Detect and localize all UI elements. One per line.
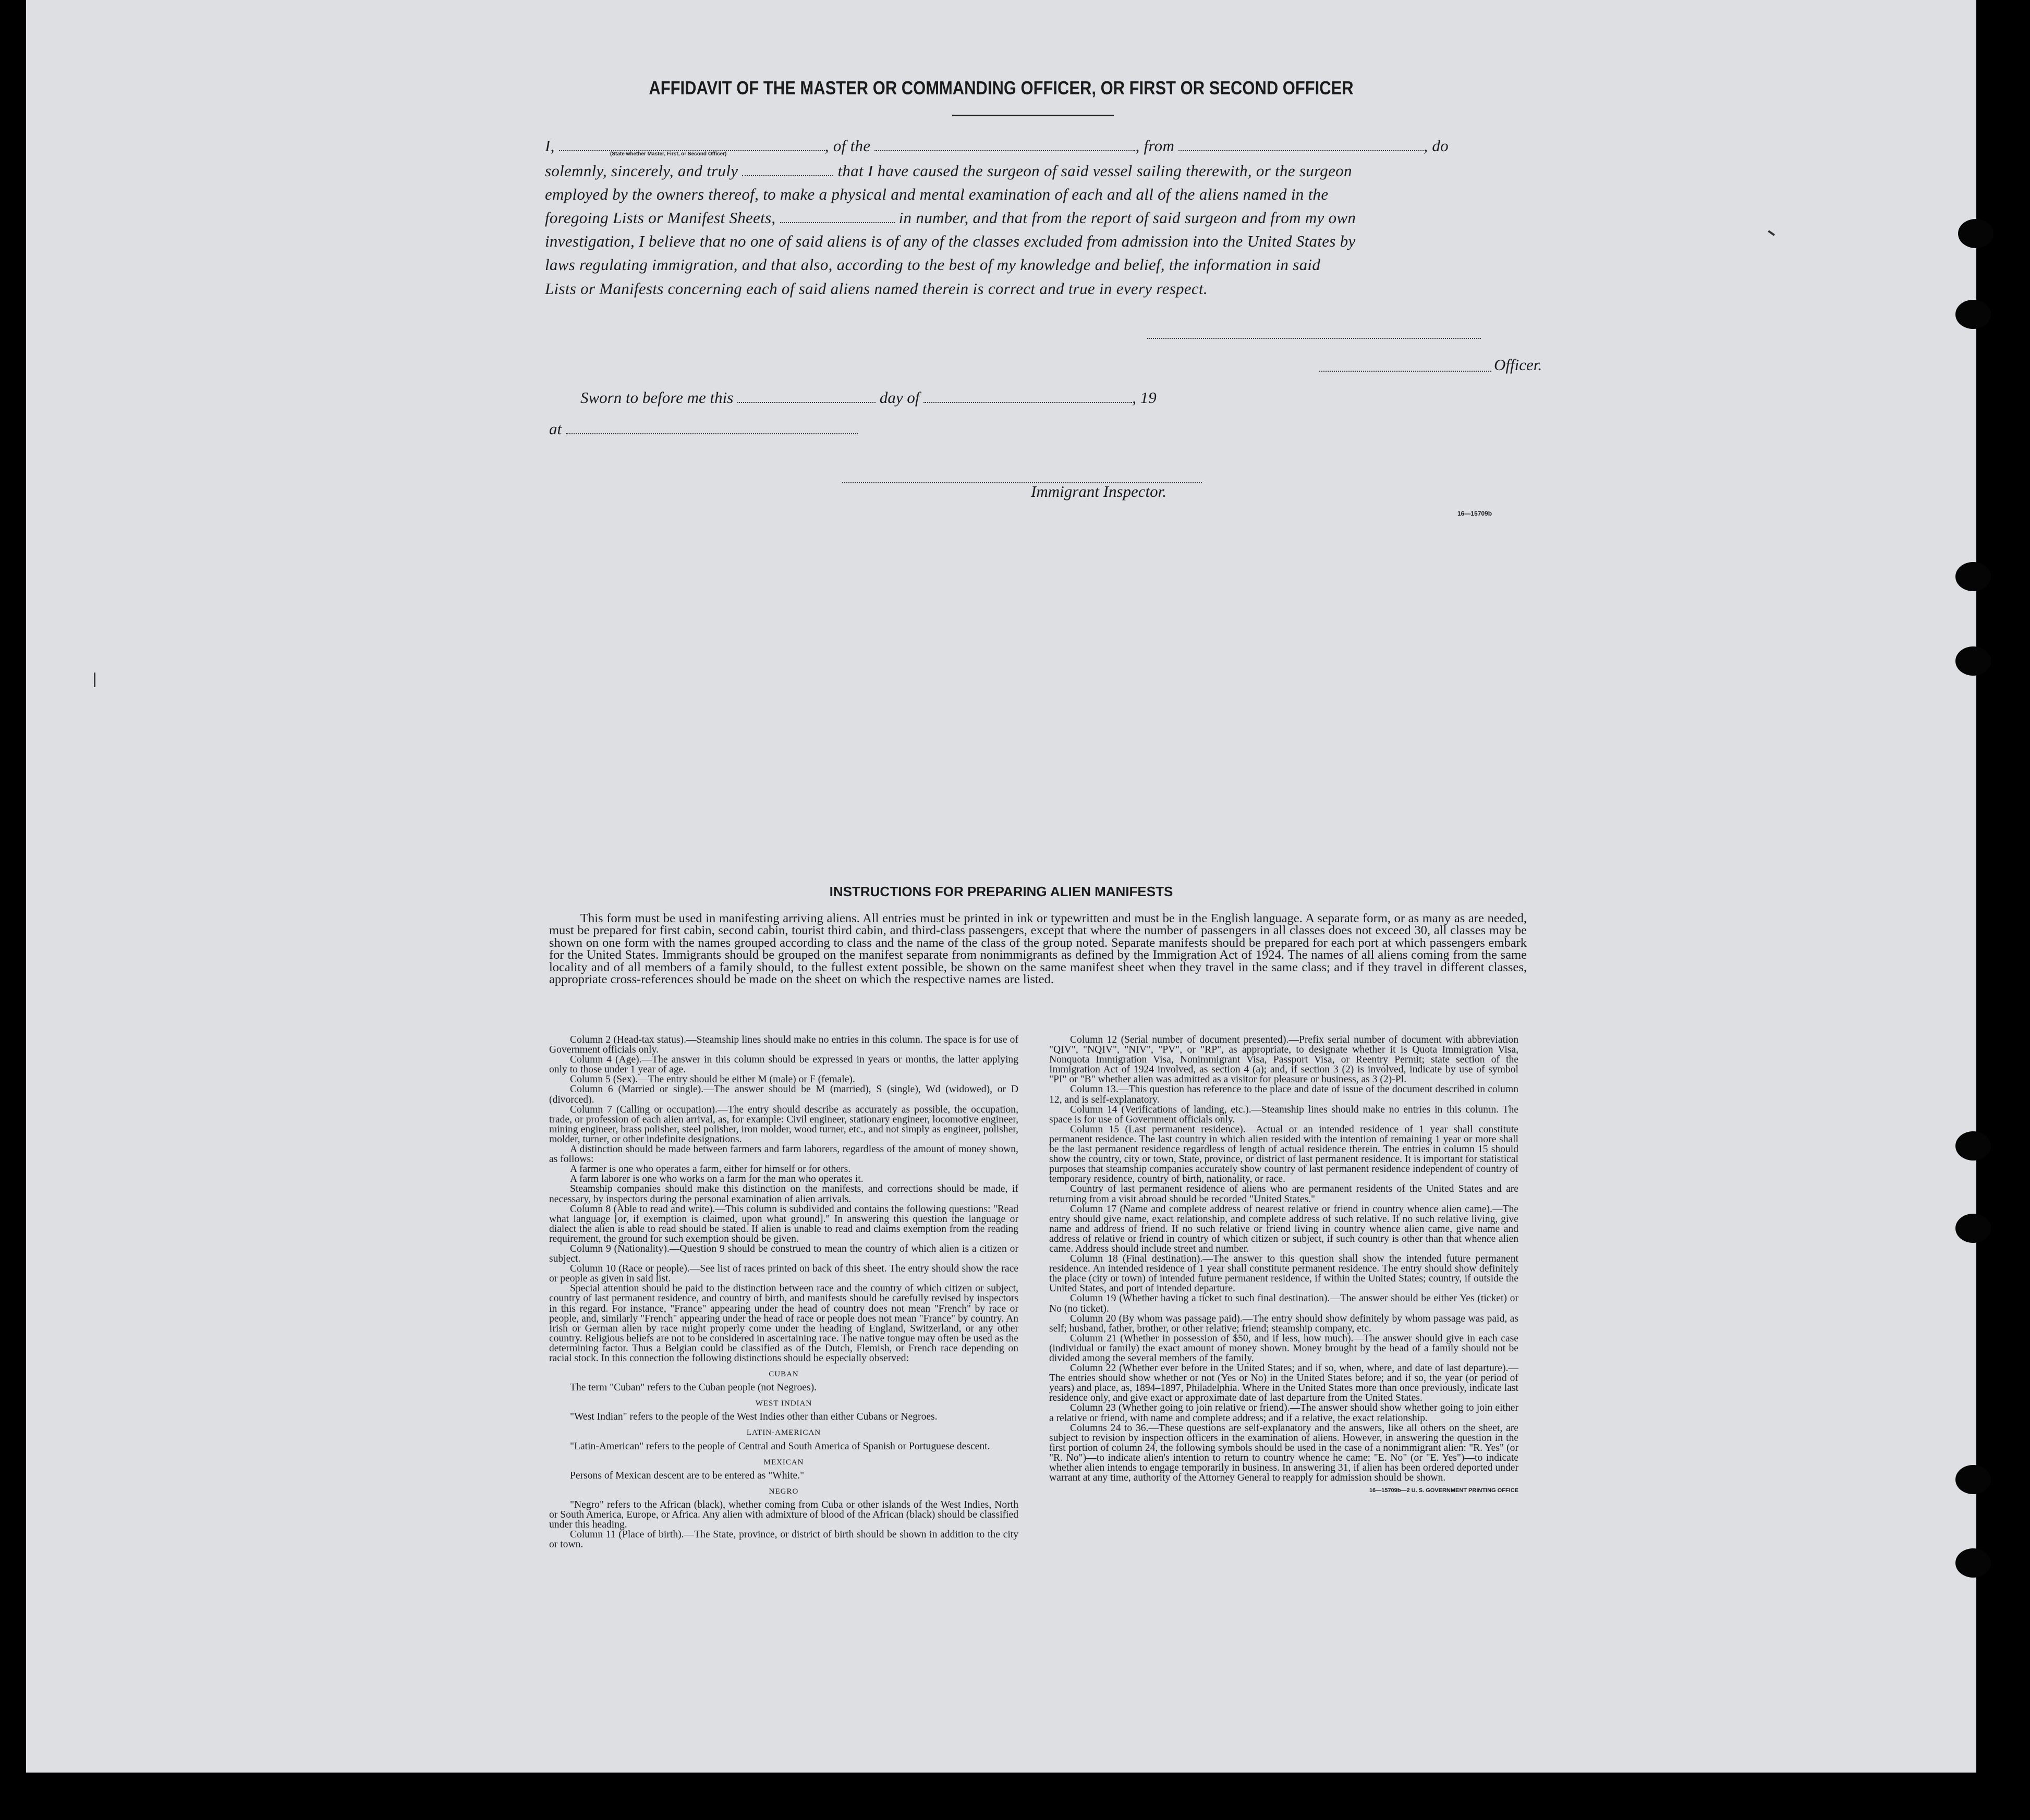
heading-negro: NEGRO <box>769 1487 799 1496</box>
port-from-blank[interactable] <box>1178 139 1424 151</box>
column-9-note: Column 9 (Nationality).—Question 9 should be construed to mean the country of which alien is a citizen or subject. <box>549 1243 1018 1265</box>
officer-signature-line[interactable] <box>1147 338 1481 339</box>
document-page <box>26 0 1976 1773</box>
race-country-note: Special attention should be paid to the distinction between race and the country of which citizen or subject, country of last permanent residence, and country of birth, and manifests should be carefully revised by inspectors in this regard. For instance, "France" appearing under the head of country does not mean "French" by race or people, and, similarly "French" appearing under the head of race or people does not mean "France" by country. An Irish or German alien by race might properly come under the heading of England, Switzerland, or any other country. Religious beliefs are not to be considered in ascertaining race. The native tongue may often be used as the determining factor. Thus a Belgian could be classified as of the Dutch, Flemish, or French race depending on racial stock. In this connection the following distinctions should be especially observed: <box>549 1283 1018 1364</box>
affidavit-line-1: I, , of the , from , do <box>545 137 1449 155</box>
column-7-note: Column 7 (Calling or occupation).—The entry should describe as accurately as possible, the occupation, trade, or profession of each alien arrival, as, for example: Civil engineer, stationary engineer, locomotive engineer, mining engineer, brass polisher, steel polisher, iron molder, wood turner, etc., and not simply as engineer, polisher, molder, turner, or other indefinite designations. <box>549 1104 1018 1145</box>
column-2-note: Column 2 (Head-tax status).—Steamship lines should make no entries in this column. The space is for use of Government officials only. <box>549 1034 1018 1056</box>
column-12-note: Column 12 (Serial number of document presented).—Prefix serial number of document with abbreviation "QIV", "NQIV", "NIV", "PV", or "RP", as appropriate, to designate whether it is Quota Immigration Visa, Nonquota Immigration Visa, Nonimmigrant Visa, Passport Visa, or Reentry Permit; state section of the Immigration Act of 1924 involved, as section 4 (a); and, if section 3 (2) is involved, indicate by use of symbol "PI" or "B" whether alien was admitted as a visitor for pleasure or business, as 3 (2)-Pl. <box>1049 1034 1518 1085</box>
farmer-distinction: A distinction should be made between farmers and farm laborers, regardless of the amount of money shown, as follows: <box>549 1144 1018 1165</box>
punch-hole <box>1955 1548 1991 1578</box>
latin-american-definition: "Latin-American" refers to the people of Central and South America of Spanish or Portuguese descent. <box>570 1440 990 1452</box>
sworn-place-blank[interactable] <box>566 422 858 434</box>
rank-instruction-note: (State whether Master, First, or Second Officer) <box>610 151 727 157</box>
officer-label: Officer. <box>1494 356 1542 374</box>
heading-latin-american: LATIN-AMERICAN <box>746 1428 821 1437</box>
column-17-note: Column 17 (Name and complete address of nearest relative or friend in country whence alien came).—The entry should give name, exact relationship, and complete address of such relative. If no such relative living, give name and address of friend. If no such relative or friend living in country whence alien came, give name and address of relative or friend in country of which citizen or subject, if such country is other than that whence alien came. Address should include street and number. <box>1049 1203 1518 1254</box>
sworn-text: Sworn to before me this day of , 19 <box>580 388 1157 407</box>
affidavit-title: AFFIDAVIT OF THE MASTER OR COMMANDING OFFICER, OR FIRST OR SECOND OFFICER <box>649 77 1354 99</box>
form-number: 16—15709b <box>1457 510 1492 517</box>
heading-mexican: MEXICAN <box>763 1458 804 1467</box>
instructions-title: INSTRUCTIONS FOR PREPARING ALIEN MANIFESTS <box>829 884 1173 899</box>
affidavit-line-5: investigation, I believe that no one of said aliens is of any of the classes excluded from admission into the United States by <box>545 232 1356 250</box>
affidavit-line-4: foregoing Lists or Manifest Sheets, in number, and that from the report of said surgeon and from my own <box>545 209 1356 227</box>
column-15-note: Column 15 (Last permanent residence).—Actual or an intended residence of 1 year shall constitute permanent residence. The last country in which alien resided with the intention of remaining 1 year or more shall be the last permanent residence regardless of length of actual residence therein. The entries in column 15 should show the country, city or town, State, province, or district of last permanent residence. It is important for statistical purposes that steamship companies accurately show country of last permanent residence independent of country of temporary residence, country of birth, nationality, or race. <box>1049 1123 1518 1185</box>
affidavit-line-2: solemnly, sincerely, and truly that I have caused the surgeon of said vessel sailing therewith, or the surgeon <box>545 162 1352 180</box>
punch-hole <box>1955 646 1991 676</box>
swear-affirm-blank[interactable] <box>742 164 833 176</box>
column-11-note: Column 11 (Place of birth).—The State, province, or district of birth should be shown in addition to the city or town. <box>549 1529 1018 1550</box>
column-5-note: Column 5 (Sex).—The entry should be either M (male) or F (female). <box>570 1074 855 1085</box>
sheet-count-blank[interactable] <box>780 211 895 223</box>
punch-hole <box>1955 562 1991 591</box>
scan-speck <box>1768 230 1775 236</box>
column-13-note: Column 13.—This question has reference to the place and date of issue of the document described in column 12, and is self-explanatory. <box>1049 1084 1518 1105</box>
steamship-distinction: Steamship companies should make this distinction on the manifests, and corrections should be made, if necessary, by inspectors during the personal examination of alien arrivals. <box>549 1183 1018 1205</box>
column-14-note: Column 14 (Verifications of landing, etc.).—Steamship lines should make no entries in this column. The space is for use of Government officials only. <box>1049 1104 1518 1125</box>
heading-west-indian: WEST INDIAN <box>755 1399 812 1408</box>
column-10-note: Column 10 (Race or people).—See list of races printed on back of this sheet. The entry should show the race or people as given in said list. <box>549 1263 1018 1285</box>
column-8-note: Column 8 (Able to read and write).—This column is subdivided and contains the following questions: "Read what language [or, if exemption is claimed, upon what ground]." In answering this question the language or dialect the alien is able to read should be stated. If alien is unable to read and claims exemption from the reading requirement, the ground for such exemption should be given. <box>549 1203 1018 1244</box>
heading-cuban: CUBAN <box>769 1370 799 1379</box>
column-4-note: Column 4 (Age).—The answer in this column should be expressed in years or months, the latter applying only to those under 1 year of age. <box>549 1054 1018 1076</box>
sworn-place: at <box>549 420 858 438</box>
scan-speck <box>94 673 95 687</box>
column-19-note: Column 19 (Whether having a ticket to such final destination).—The answer should be either Yes (ticket) or No (no ticket). <box>1049 1293 1518 1314</box>
sworn-month-blank[interactable] <box>923 390 1132 403</box>
instructions-right-column <box>1049 1035 1518 1496</box>
instructions-left-column <box>549 1035 1018 1549</box>
negro-definition: "Negro" refers to the African (black), whether coming from Cuba or other islands of the West Indies, North or South America, Europe, or Africa. Any alien with admixture of blood of the African (black) should be classified under this heading. <box>549 1499 1018 1531</box>
mexican-definition: Persons of Mexican descent are to be entered as "White." <box>570 1470 805 1481</box>
column-20-note: Column 20 (By whom was passage paid).—The entry should show definitely by whom passage was paid, as self; husband, father, brother, or other relative; friend; steamship company, etc. <box>1049 1313 1518 1334</box>
punch-hole <box>1955 1465 1991 1494</box>
punch-hole <box>1955 1131 1991 1161</box>
punch-hole <box>1955 300 1991 329</box>
cuban-definition: The term "Cuban" refers to the Cuban people (not Negroes). <box>570 1382 817 1394</box>
column-22-note: Column 22 (Whether ever before in the United States; and if so, when, where, and date of last departure).—The entries should show whether or not (Yes or No) in the United States before; and if so, the year (or period of years) and place, as, 1894–1897, Philadelphia. Where in the United States more than once previously, indicate last residence only, and give exact or approximate date of last departure from the United States. <box>1049 1363 1518 1404</box>
instructions-intro: This form must be used in manifesting arriving aliens. All entries must be printed in ink or typewritten and must be in the English language. A separate form, or as many as are needed, must be prepared for first cabin, second cabin, tourist third cabin, and third-class passengers, except that where the number of passengers in all classes does not exceed 30, all classes may be shown on one form with the names grouped according to class and the name of the class of the group noted. Separate manifests should be prepared for each port at which passengers embark for the United States. Immigrants should be grouped on the manifest separate from nonimmigrants as defined by the Immigration Act of 1924. The names of all aliens coming from the same locality and of all members of a family should, to the fullest extent possible, be shown on the same manifest sheet when they travel in the same class; and if they travel in different classes, appropriate cross-references should be made on the sheet on which the respective names are listed. <box>549 911 1527 987</box>
punch-hole <box>1955 1214 1991 1243</box>
officer-rank-blank[interactable] <box>559 139 825 151</box>
printing-office-footer: 16—15709b—2 U. S. GOVERNMENT PRINTING OFFICE <box>1369 1487 1518 1494</box>
column-18-note: Column 18 (Final destination).—The answer to this question shall show the intended future permanent residence. An intended residence of 1 year shall constitute permanent residence. The entry should show definitely the place (city or town) of intended future permanent residence, if within the United States; country, if outside the United States, and port of intended departure. <box>1049 1253 1518 1294</box>
sworn-day-blank[interactable] <box>737 390 876 403</box>
column-21-note: Column 21 (Whether in possession of $50, and if less, how much).—The answer should give in each case (individual or family) the exact amount of money shown. Money brought by the head of a family should not be divided among the several members of the family. <box>1049 1333 1518 1364</box>
residence-note: Country of last permanent residence of aliens who are permanent residents of the United States and are returning from a visit abroad should be recorded "United States." <box>1049 1183 1518 1205</box>
column-6-note: Column 6 (Married or single).—The answer should be M (married), S (single), Wd (widowed), or D (divorced). <box>549 1084 1018 1105</box>
title-underline <box>952 115 1114 116</box>
affidavit-line-7: Lists or Manifests concerning each of said aliens named therein is correct and true in every respect. <box>545 279 1208 298</box>
vessel-name-blank[interactable] <box>874 139 1135 151</box>
punch-hole <box>1958 219 1993 248</box>
farm-laborer-definition: A farm laborer is one who works on a farm for the man who operates it. <box>570 1174 864 1185</box>
column-23-note: Column 23 (Whether going to join relative or friend).—The answer should show whether going to join either a relative or friend, with name and complete address; and if a relative, the exact relationship. <box>1049 1402 1518 1424</box>
west-indian-definition: "West Indian" refers to the people of the West Indies other than either Cubans or Negroes. <box>570 1411 938 1423</box>
officer-name-line[interactable] <box>1319 371 1491 372</box>
affidavit-line-3: employed by the owners thereof, to make a physical and mental examination of each and all of the aliens named in the <box>545 185 1329 203</box>
columns-24-36-note: Columns 24 to 36.—These questions are self-explanatory and the answers, like all others on the sheet, are subject to revision by inspection officers in the examination of aliens. However, in answering the question in the first portion of column 24, the following symbols should be used in the case of a nonimmigrant alien: "R. Yes" (or "R. No")—to indicate alien's intention to return to country whence he came; "E. No" (or "E. Yes")—to indicate whether alien intends to engage temporarily in business. In answering 31, if alien has been ordered deported under warrant at any time, authority of the Attorney General to reapply for admission should be shown. <box>1049 1422 1518 1484</box>
inspector-label: Immigrant Inspector. <box>1031 482 1167 500</box>
farmer-definition: A farmer is one who operates a farm, either for himself or for others. <box>570 1164 851 1175</box>
affidavit-line-6: laws regulating immigration, and that also, according to the best of my knowledge and belief, the information in said <box>545 255 1321 274</box>
